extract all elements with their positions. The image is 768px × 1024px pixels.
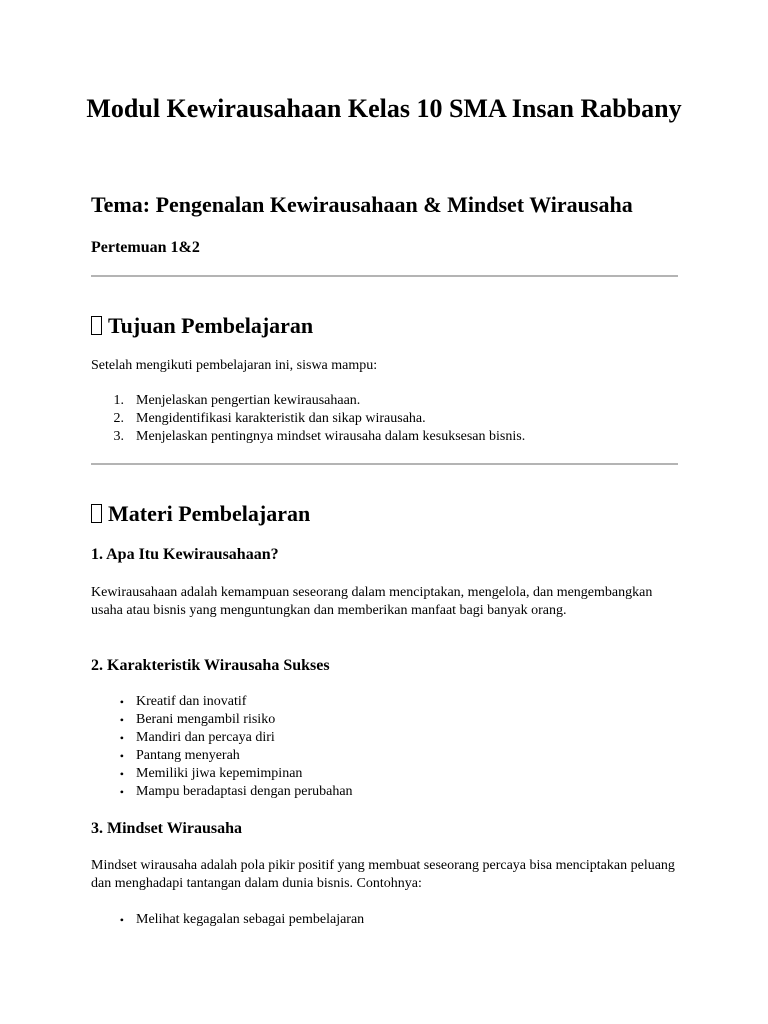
objectives-heading bbox=[91, 311, 313, 341]
theme-heading: Tema: Pengenalan Kewirausahaan & Mindset Wirausaha bbox=[91, 192, 633, 217]
bullet: • bbox=[119, 731, 124, 745]
document-title: Modul Kewirausahaan Kelas 10 SMA Insan Rabbany bbox=[86, 94, 682, 123]
list-item bbox=[91, 911, 364, 929]
characteristics-list bbox=[91, 693, 353, 801]
bullet: • bbox=[119, 767, 124, 781]
list-item-text: Kreatif dan inovatif bbox=[136, 694, 247, 709]
list-item-text: Berani mengambil risiko bbox=[136, 712, 276, 727]
divider bbox=[91, 463, 678, 465]
list-item bbox=[91, 783, 353, 801]
list-item bbox=[91, 729, 353, 747]
list-item bbox=[91, 428, 525, 446]
list-item-text: Mandiri dan percaya diri bbox=[136, 730, 275, 745]
list-item bbox=[91, 747, 353, 765]
divider bbox=[91, 275, 678, 277]
objectives-intro: Setelah mengikuti pembelajaran ini, siswa mampu: bbox=[91, 358, 378, 373]
missing-glyph-icon bbox=[91, 504, 102, 523]
list-item-text: Menjelaskan pengertian kewirausahaan. bbox=[136, 393, 361, 408]
list-item-text: Melihat kegagalan sebagai pembelajaran bbox=[136, 912, 365, 927]
list-number: 2. bbox=[113, 411, 124, 426]
bullet: • bbox=[119, 695, 124, 709]
subsection-heading-2: 2. Karakteristik Wirausaha Sukses bbox=[91, 657, 330, 674]
list-number: 1. bbox=[113, 393, 124, 408]
list-item bbox=[91, 410, 525, 428]
list-item bbox=[91, 392, 525, 410]
list-item bbox=[91, 711, 353, 729]
meeting-label: Pertemuan 1&2 bbox=[91, 239, 200, 256]
list-item-text: Mengidentifikasi karakteristik dan sikap wirausaha. bbox=[136, 411, 426, 426]
list-item-text: Memiliki jiwa kepemimpinan bbox=[136, 766, 303, 781]
bullet: • bbox=[119, 785, 124, 799]
objectives-list bbox=[91, 392, 525, 446]
list-number: 3. bbox=[113, 429, 124, 444]
materials-heading bbox=[91, 499, 310, 529]
list-item-text: Menjelaskan pentingnya mindset wirausaha dalam kesuksesan bisnis. bbox=[136, 429, 526, 444]
subsection-heading-1: 1. Apa Itu Kewirausahaan? bbox=[91, 546, 279, 563]
subsection-paragraph-1: Kewirausahaan adalah kemampuan seseorang dalam menciptakan, mengelola, dan mengembangkan usaha atau bisnis yang menguntungkan dan memberikan manfaat bagi banyak orang. bbox=[91, 585, 653, 618]
materials-heading-text: Materi Pembelajaran bbox=[108, 501, 311, 526]
list-item bbox=[91, 693, 353, 711]
missing-glyph-icon bbox=[91, 316, 102, 335]
subsection-paragraph-3: Mindset wirausaha adalah pola pikir positif yang membuat seseorang percaya bisa menciptakan peluang dan menghadapi tantangan dalam dunia bisnis. Contohnya: bbox=[91, 858, 675, 891]
subsection-heading-3: 3. Mindset Wirausaha bbox=[91, 820, 242, 837]
list-item bbox=[91, 765, 353, 783]
bullet: • bbox=[119, 713, 124, 727]
mindset-list bbox=[91, 911, 364, 929]
bullet: • bbox=[119, 913, 124, 927]
bullet: • bbox=[119, 749, 124, 763]
objectives-heading-text: Tujuan Pembelajaran bbox=[108, 313, 314, 338]
list-item-text: Pantang menyerah bbox=[136, 748, 240, 763]
list-item-text: Mampu beradaptasi dengan perubahan bbox=[136, 784, 353, 799]
